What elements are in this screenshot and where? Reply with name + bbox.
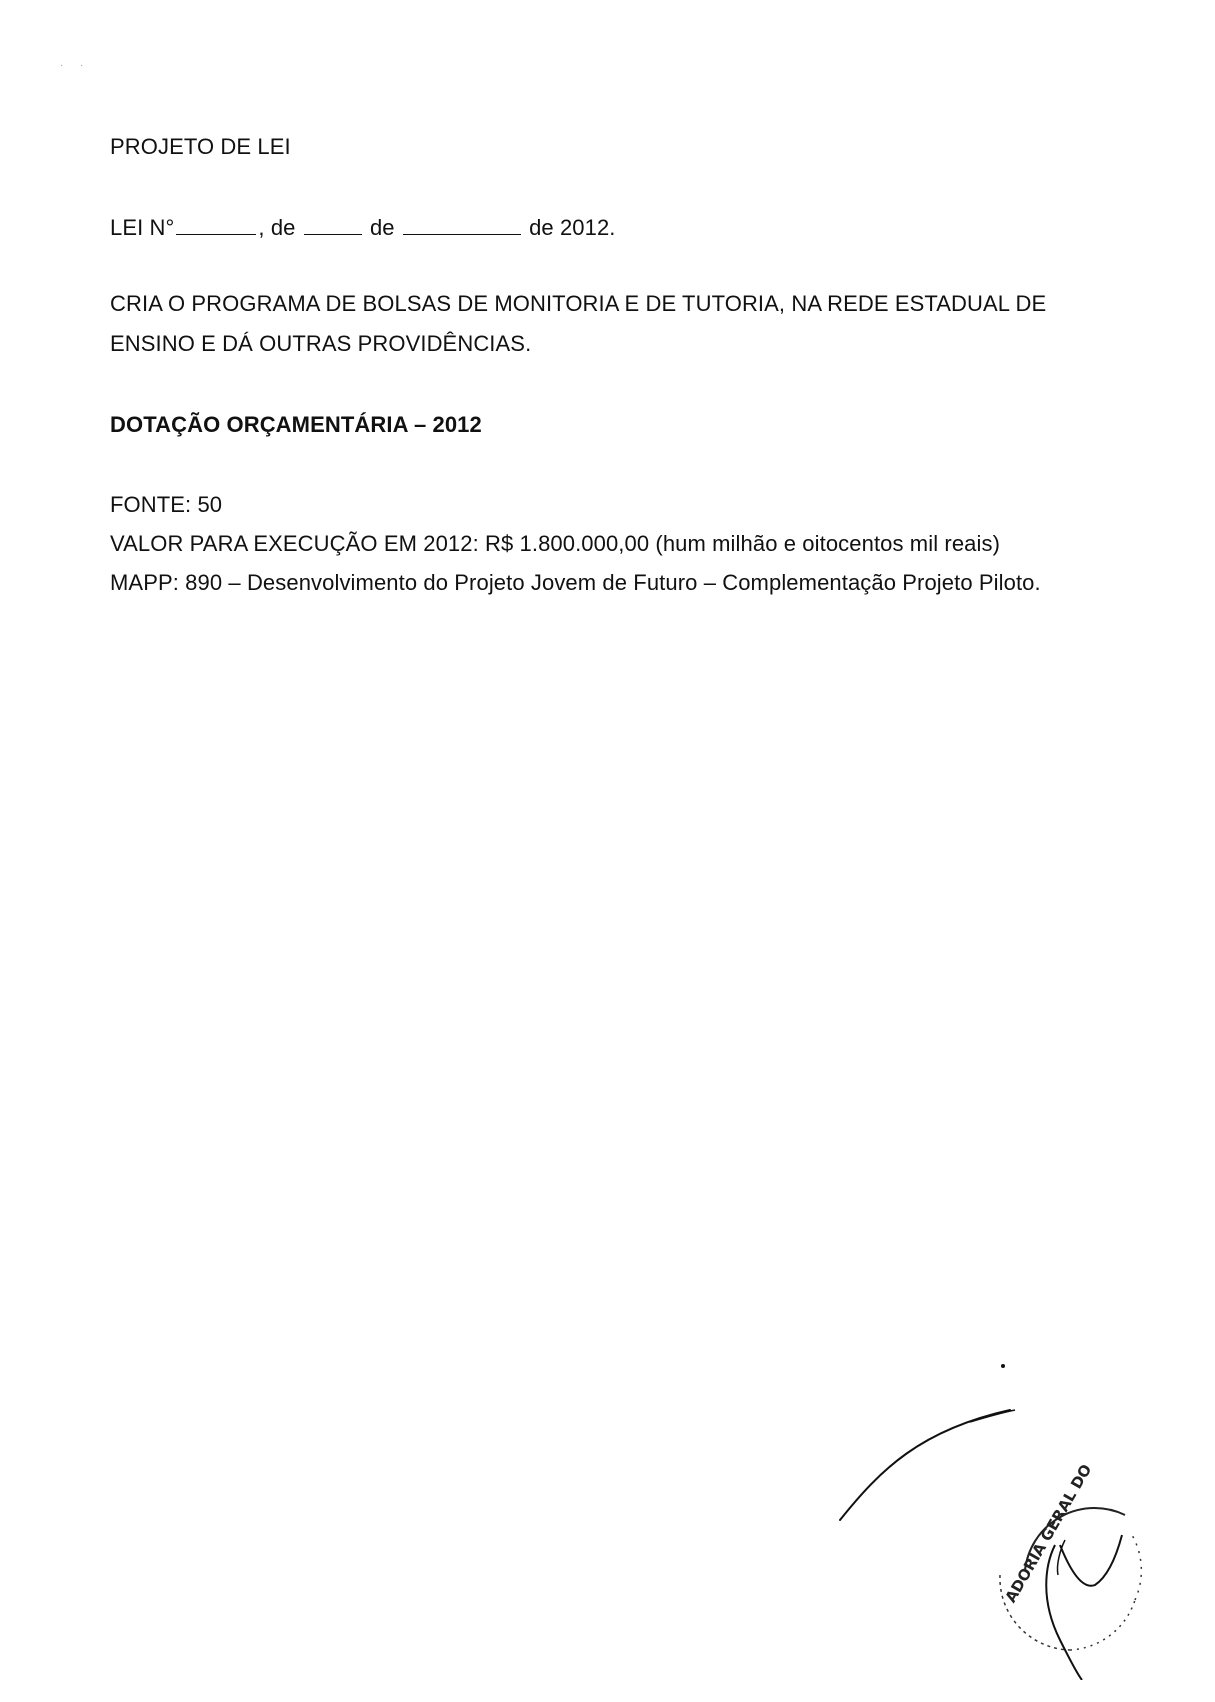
ementa-line-2: ENSINO E DÁ OUTRAS PROVIDÊNCIAS. [110, 331, 532, 356]
month-blank [403, 214, 521, 235]
fonte-line: FONTE: 50 [110, 492, 223, 517]
signature-icon [820, 1350, 1160, 1680]
law-sep1: , de [258, 215, 296, 240]
ementa-line-1: CRIA O PROGRAMA DE BOLSAS DE MONITORIA E DE TUTORIA, NA REDE ESTADUAL DE [110, 291, 1047, 316]
law-number-line [110, 214, 616, 242]
document-heading: PROJETO DE LEI [110, 134, 291, 159]
valor-line: VALOR PARA EXECUÇÃO EM 2012: R$ 1.800.000,00 (hum milhão e oitocentos mil reais) [110, 531, 1001, 556]
law-prefix: LEI N° [110, 215, 175, 240]
day-blank [304, 214, 362, 235]
seal-icon [1000, 1461, 1141, 1680]
scan-specks: · · [60, 60, 84, 71]
law-suffix: de 2012. [529, 215, 616, 240]
budget-title: DOTAÇÃO ORÇAMENTÁRIA – 2012 [110, 412, 482, 437]
signature-and-seal [820, 1350, 1160, 1680]
mapp-line: MAPP: 890 – Desenvolvimento do Projeto Jovem de Futuro – Complementação Projeto Piloto. [110, 570, 1041, 595]
law-sep2: de [369, 215, 395, 240]
law-number-blank [176, 214, 256, 235]
seal-text: ADORIA GERAL DO [1001, 1461, 1096, 1606]
